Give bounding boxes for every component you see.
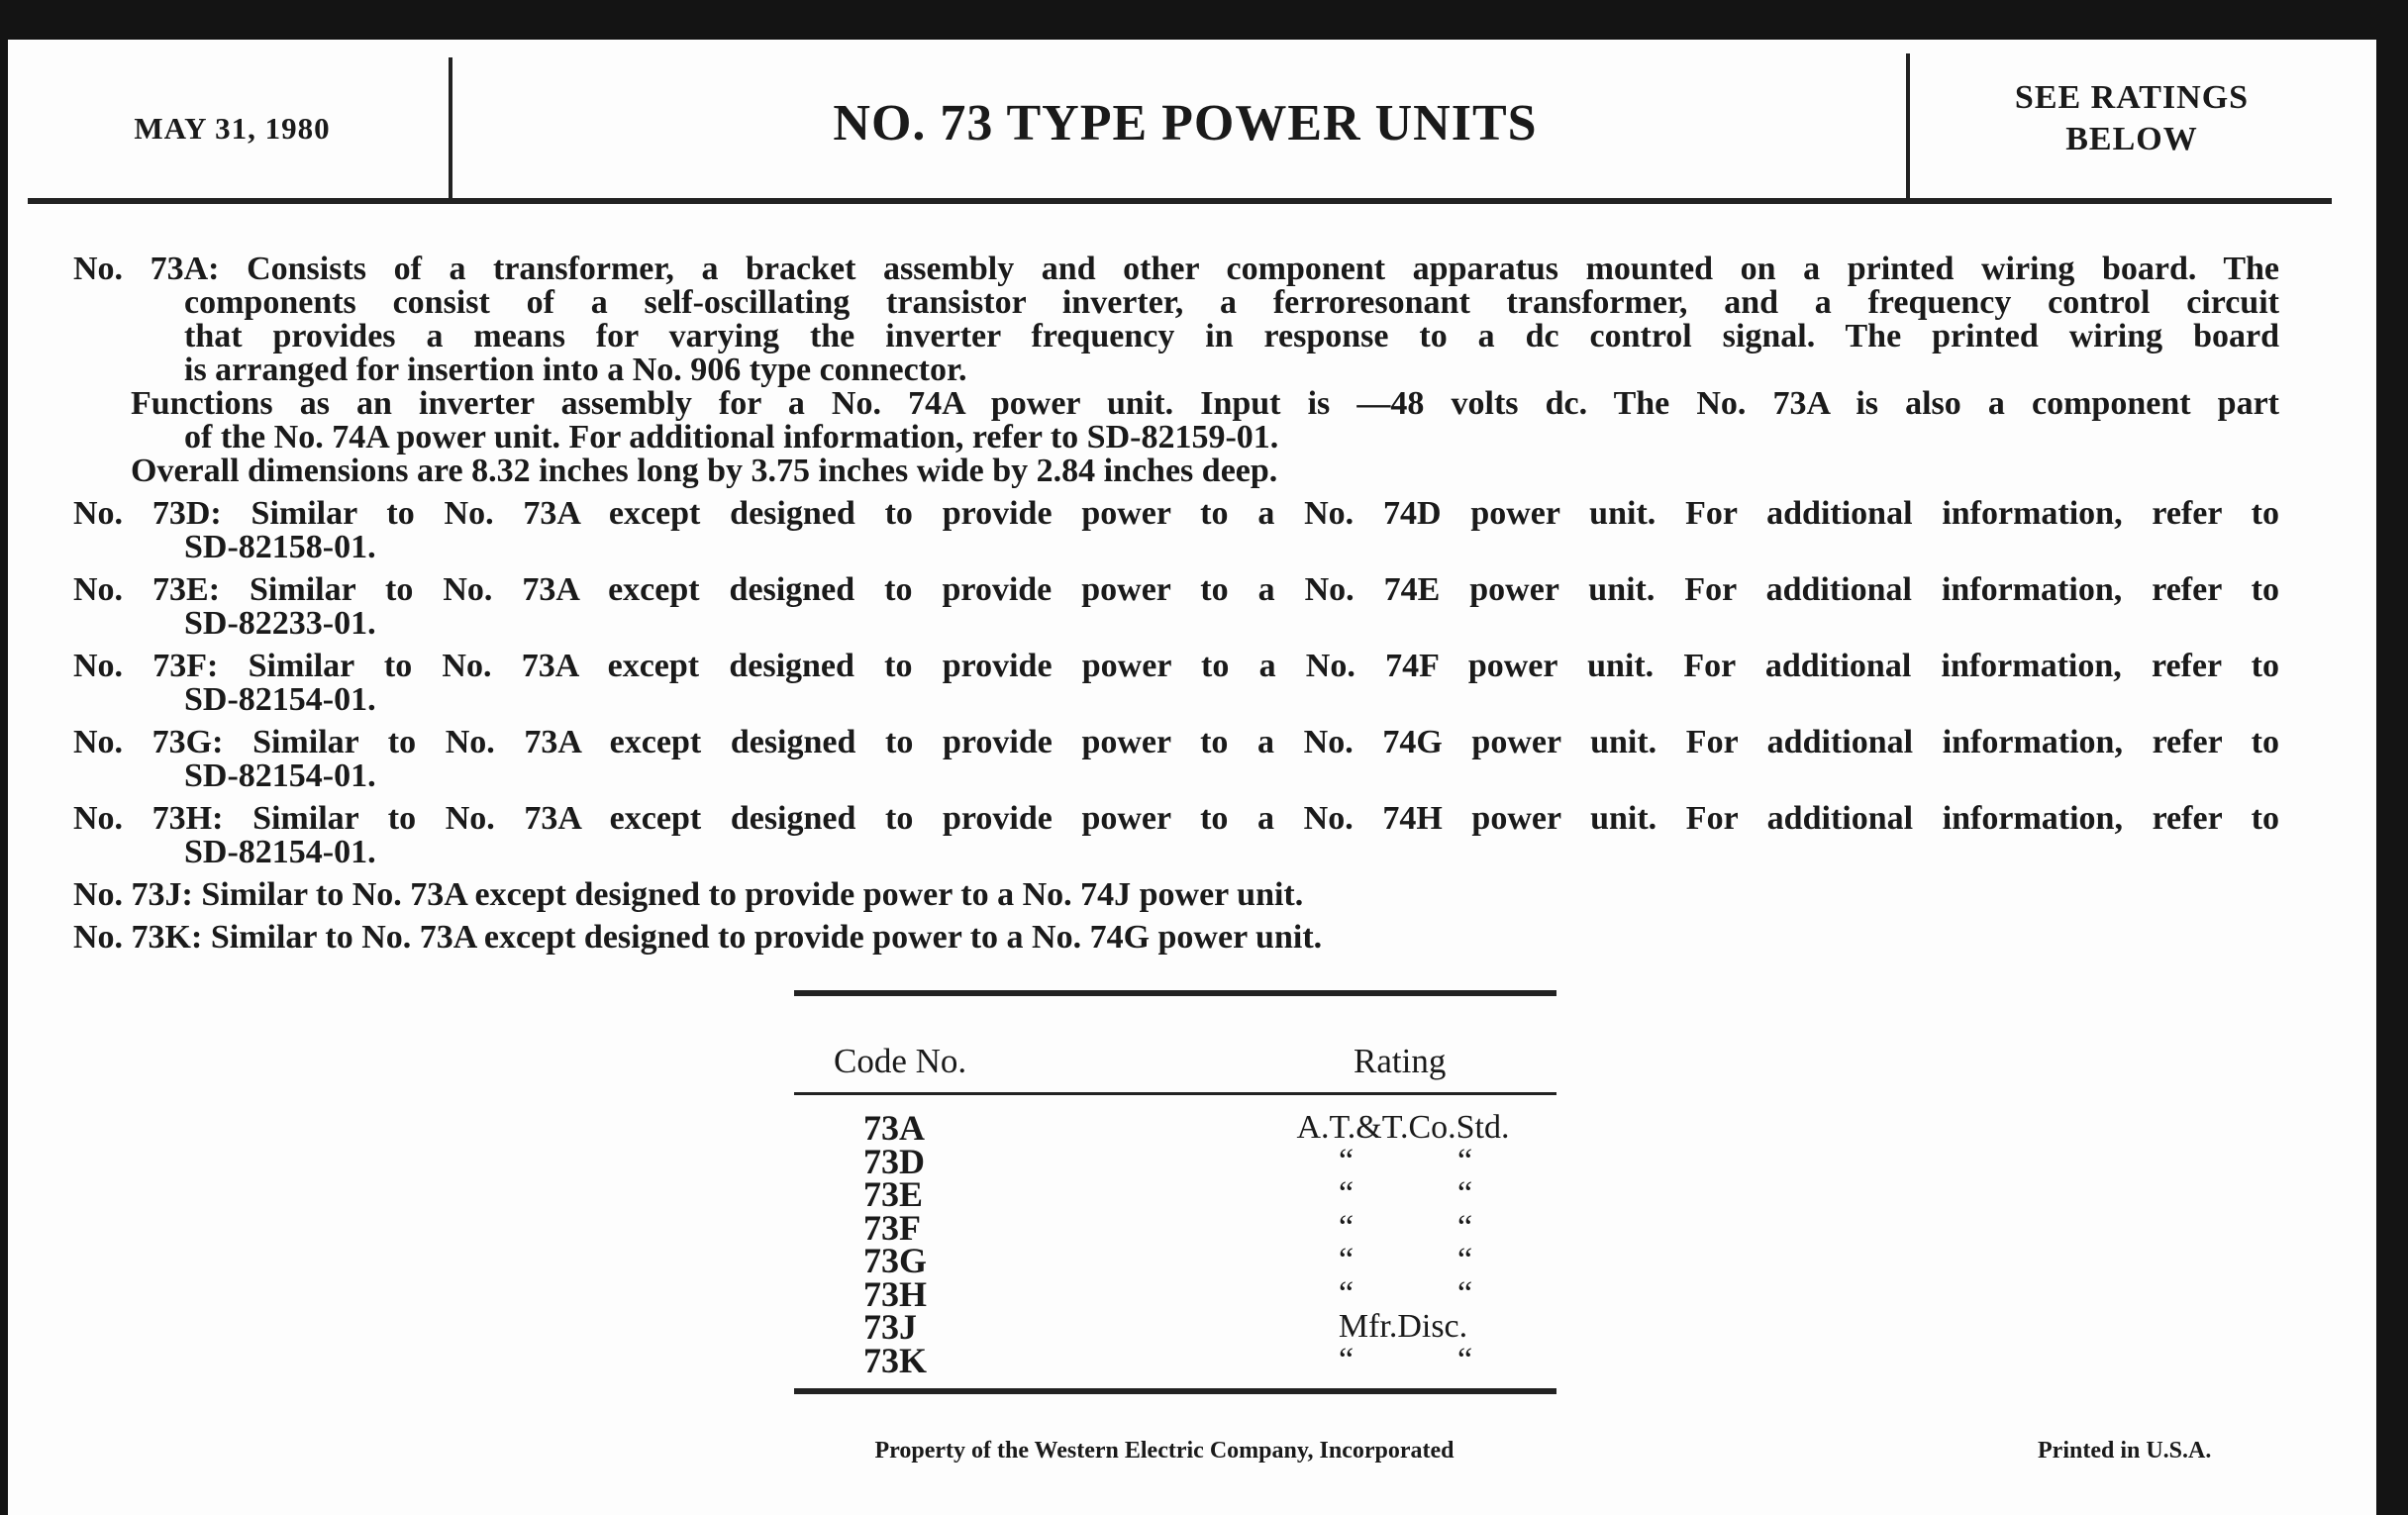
description-paragraph [73, 650, 2279, 717]
paragraph-line: No. 73J: Similar to No. 73A except designed to provide power to a No. 74J power unit. [73, 876, 1304, 913]
code-cell: 73K [863, 1340, 928, 1380]
table-bottom-rule [794, 1388, 1556, 1394]
paragraph-line: No. 73F: Similar to No. 73A except designed to provide power to a No. 74F power unit. For additional information, refer to [73, 650, 2279, 683]
code-cell: 73F [863, 1207, 921, 1248]
description-paragraph [73, 878, 2279, 912]
ditto-mark: “ [1339, 1341, 1354, 1378]
table-row [794, 1307, 1556, 1347]
ditto-mark: “ [1339, 1242, 1354, 1278]
document-date: MAY 31, 1980 [134, 111, 331, 146]
paragraph-line: No. 73E: Similar to No. 73A except designed to provide power to a No. 74E power unit. For additional information, refer to [73, 573, 2279, 607]
rating-cell: Mfr.Disc. [1338, 1308, 1468, 1345]
table-row [794, 1108, 1556, 1148]
code-cell: 73A [863, 1108, 925, 1148]
ditto-mark: “ [1457, 1208, 1473, 1246]
description-paragraph [73, 252, 2279, 387]
paragraph-line: SD-82154-01. [184, 681, 376, 718]
paragraph-line: SD-82158-01. [184, 529, 376, 565]
table-row [794, 1273, 1556, 1314]
paragraph-line: of the No. 74A power unit. For additional information, refer to SD-82159-01. [184, 419, 1279, 455]
description-paragraph [73, 921, 2279, 955]
ditto-mark: “ [1457, 1341, 1473, 1378]
description-paragraph [73, 454, 2279, 488]
ratings-note [1914, 77, 2350, 160]
paragraph-line: SD-82154-01. [184, 758, 376, 794]
paragraph-line: No. 73D: Similar to No. 73A except designed to provide power to a No. 74D power unit. For additional information, refer to [73, 497, 2279, 531]
paragraph-line: No. 73G: Similar to No. 73A except designed to provide power to a No. 74G power unit. For additional information, refer to [73, 726, 2279, 759]
description-paragraph [73, 802, 2279, 869]
ditto-mark: “ [1457, 1175, 1473, 1212]
paragraph-line: Functions as an inverter assembly for a No. 74A power unit. Input is —48 volts dc. The No. 73A is also a component part [131, 387, 2279, 421]
printed-in-notice: Printed in U.S.A. [2038, 1438, 2212, 1464]
code-cell: 73J [863, 1307, 917, 1347]
code-cell: 73G [863, 1241, 928, 1280]
column-header-rating: Rating [1354, 1042, 1447, 1080]
description-paragraph [73, 726, 2279, 793]
ditto-mark: “ [1339, 1208, 1354, 1246]
paragraph-line: SD-82154-01. [184, 834, 376, 870]
description-paragraph [73, 387, 2279, 454]
paragraph-line: is arranged for insertion into a No. 906 type connector. [184, 352, 967, 388]
paragraph-line: that provides a means for varying the inverter frequency in response to a dc control signal. The printed wiring board [184, 320, 2279, 354]
document-page [8, 40, 2376, 1515]
header-rule [28, 198, 2332, 204]
paragraph-line: No. 73A: Consists of a transformer, a bracket assembly and other component apparatus mounted on a printed wiring board. The [73, 252, 2279, 286]
ditto-mark: “ [1339, 1142, 1354, 1179]
page-title: NO. 73 TYPE POWER UNITS [833, 95, 1538, 152]
table-row [794, 1340, 1556, 1380]
description-paragraph [73, 497, 2279, 564]
code-cell: 73H [863, 1273, 928, 1314]
paragraph-line: components consist of a self-oscillating transistor inverter, a ferroresonant transformer, and a frequency control circuit [184, 286, 2279, 320]
header-divider [1906, 53, 1910, 202]
description-body [73, 252, 2279, 955]
table-top-rule [794, 990, 1556, 996]
property-notice: Property of the Western Electric Company, Incorporated [874, 1438, 1455, 1464]
header-divider [449, 57, 452, 203]
description-paragraph [73, 573, 2279, 641]
ratings-note-line: SEE RATINGS [2014, 79, 2250, 116]
table-header-rule [794, 1092, 1556, 1095]
table-row [794, 1207, 1556, 1248]
column-header-code: Code No. [834, 1042, 967, 1080]
table-row [794, 1141, 1556, 1181]
ditto-mark: “ [1457, 1142, 1473, 1179]
ditto-mark: “ [1457, 1242, 1473, 1278]
rating-cell: A.T.&T.Co.Std. [1296, 1109, 1510, 1146]
ditto-mark: “ [1457, 1274, 1473, 1312]
table-row [794, 1241, 1556, 1280]
paragraph-line: Overall dimensions are 8.32 inches long by 3.75 inches wide by 2.84 inches deep. [131, 453, 1278, 489]
paragraph-line: No. 73K: Similar to No. 73A except designed to provide power to a No. 74G power unit. [73, 919, 1323, 956]
paragraph-line: SD-82233-01. [184, 605, 376, 642]
paragraph-line: No. 73H: Similar to No. 73A except designed to provide power to a No. 74H power unit. For additional information, refer to [73, 802, 2279, 836]
ditto-mark: “ [1339, 1274, 1354, 1312]
code-cell: 73D [863, 1141, 925, 1181]
ditto-mark: “ [1339, 1175, 1354, 1212]
code-cell: 73E [863, 1174, 924, 1214]
table-row [794, 1174, 1556, 1214]
ratings-note-line: BELOW [2065, 121, 2198, 157]
